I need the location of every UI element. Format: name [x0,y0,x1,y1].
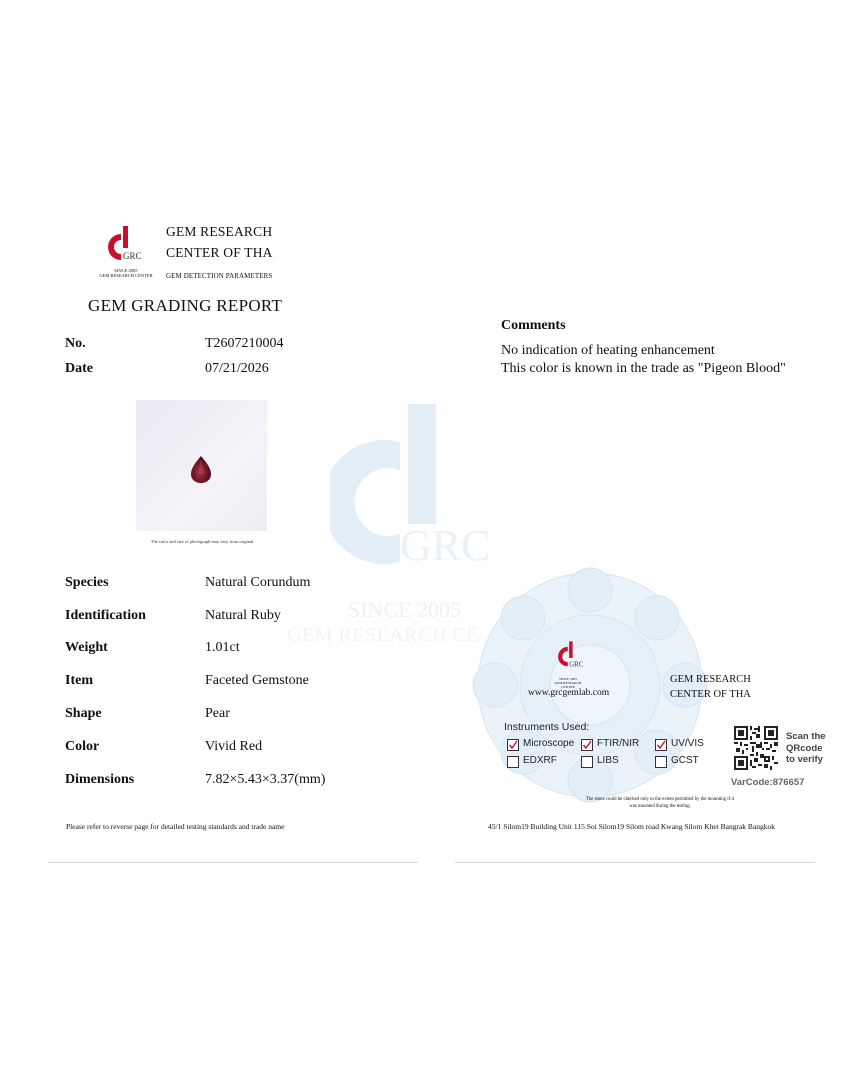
org-name-line2: CENTER OF THA [166,245,273,260]
libs-label: LIBS [597,755,619,766]
seal-url: www.grcgemlab.com [528,688,610,698]
seal-mark-text: GRC [569,661,584,669]
species-label: Species [65,575,109,590]
dimensions-value: 7.82×5.43×3.37(mm) [205,772,326,787]
gcst-checkbox[interactable] [655,756,667,768]
weight-value: 1.01ct [205,640,240,655]
dimensions-label: Dimensions [65,772,135,787]
report-date-label: Date [65,361,93,376]
seal-logo-icon [556,641,592,675]
color-label: Color [65,739,100,754]
seal-medallion [470,565,710,805]
uv-vis-label: UV/VIS [671,738,704,749]
grc-logo [104,226,156,268]
color-value: Vivid Red [205,739,263,754]
species-value: Natural Corundum [205,575,311,590]
footer-divider-right [455,862,815,863]
watermark-center-text: GEM RESEARCH CE [287,624,479,646]
gcst-label: GCST [671,755,699,766]
edxrf-label: EDXRF [523,755,557,766]
seal-name-line2: CENTER OF THA [670,689,751,700]
check-icon [656,740,666,750]
grc-logo-icon [104,226,156,268]
logo-mark-text: GRC [123,251,142,261]
org-name-line1: GEM RESEARCH [166,224,273,239]
ftir-nir-label: FTIR/NIR [597,738,640,749]
microscope-label: Microscope [523,738,575,749]
qr-code-icon [734,726,778,770]
weight-label: Weight [65,640,108,655]
report-date-value: 07/21/2026 [205,361,269,376]
mount-note: The stone could be checked only to the extent permitted by the mounting if it was mounted during the testing. [585,797,735,809]
libs-checkbox[interactable] [581,756,593,768]
shape-value: Pear [205,706,230,721]
edxrf-checkbox[interactable] [507,756,519,768]
watermark-since: SINCE 2005 [348,597,462,622]
report-title: GEM GRADING REPORT [88,296,283,315]
scan-instructions: Scan the QRcode to verify [786,731,826,765]
report-no-label: No. [65,336,86,351]
shape-label: Shape [65,706,102,721]
gem-photo [136,400,267,531]
comment-line-2: This color is known in the trade as "Pigeon Blood" [501,361,786,376]
instruments-title: Instruments Used: [504,721,590,733]
footer-divider-left [48,862,418,863]
microscope-checkbox[interactable] [507,739,519,751]
footer-address: 45/1 Silom19 Building Unit 115 Soi Silom19 Silom road Kwang Silom Khet Bangrak Bangkok [488,822,776,831]
report-no-value: T2607210004 [205,336,284,351]
footer-reverse-note: Please refer to reverse page for detailed testing standards and trade name [66,822,285,831]
check-icon [582,740,592,750]
item-label: Item [65,673,93,688]
check-icon [508,740,518,750]
seal-logo [556,641,592,675]
varcode: VarCode:876657 [731,777,805,788]
comments-title: Comments [501,318,566,333]
pear-gem-icon [136,400,267,531]
identification-value: Natural Ruby [205,608,281,623]
seal-since-text: SINCE 2005 GEM RESEARCH CENTER [554,677,582,689]
uv-vis-checkbox[interactable] [655,739,667,751]
identification-label: Identification [65,608,146,623]
verify-qr-code[interactable] [734,726,778,770]
comment-line-1: No indication of heating enhancement [501,343,715,358]
logo-since-text: SINCE 2005 GEM RESEARCH CENTER [99,268,153,278]
item-value: Faceted Gemstone [205,673,309,688]
ftir-nir-checkbox[interactable] [581,739,593,751]
seal-name-line1: GEM RESEARCH [670,674,751,685]
watermark-mark-text: GRC [400,521,491,570]
photo-caption: The color and size of photograph may vary from original [150,539,254,544]
tagline: GEM DETECTION PARAMETERS [166,272,273,280]
